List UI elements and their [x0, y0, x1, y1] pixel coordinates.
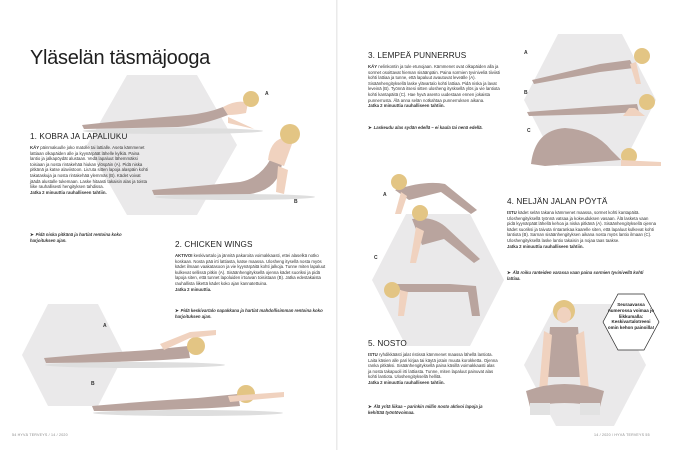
section-1-heading: 1. KOBRA JA LAPALIUKU: [30, 132, 128, 141]
arrow-right-icon: ➤: [30, 232, 34, 237]
chicken-wings-figure-b: [88, 368, 288, 418]
figure-label-a: A: [265, 91, 269, 97]
section-1-tip: [30, 232, 148, 243]
section-3-heading: 3. LEMPEÄ PUNNERRUS: [368, 51, 467, 60]
section-5-tip: [368, 404, 498, 415]
push-up-figure-b: [525, 80, 674, 120]
section-3-reps: Jatka 2 minuuttia rauhalliseen tahtiin.: [368, 103, 445, 109]
section-5-body: ryhdikkäästi jalat ristissä kämmenet maassa lähellä lantiota. Laita käsien alle pari kirjaa tai käytä jotain muuta korokketta. Ojenna ranka pitkäksi. Sisäänhengityksellä paina käsillä voimakkaasti alas ja nosta takapuoli irti lattiasta. Tunne, miten lapaluut painuvat alas kohti lantiota. Uloshengityksellä hellitä.: [368, 352, 498, 380]
section-2-tip: [175, 308, 325, 319]
section-2-heading: 2. CHICKEN WINGS: [175, 240, 253, 249]
chicken-wings-figure-a: [40, 320, 230, 370]
figure-label-b: B: [91, 381, 95, 387]
page-title: Yläselän täsmäjooga: [30, 47, 210, 69]
section-5-lead: ISTU: [368, 352, 378, 357]
figure-label-b: B: [294, 199, 298, 205]
figure-label-a: A: [524, 50, 528, 56]
section-4-body: kädet selän takana kämmenet maassa, sormet kohti kantapäitä. Uloshengityksellä työnnä vatsaa ja kokeuduksen vasaan. Älä lasketa vaan pidä kyynärpäät lähellä kehoa ja niska pitkänä (A). Sisäänhengityksellä ojenna kädet suoriksi ja taivuta rintarankaa kaarelle siten, että lapaluut kulkevat kohti lantiota (B). Sarnan sisäänhengityksen aikana nosta myös lantio ilmaan (C). Uloshengityksellä laske lantio takaisin ja nojaa taas taakse.: [507, 210, 657, 243]
footer-right: 14 / 2020 / HYVÄ TERVEYS 55: [594, 433, 650, 437]
section-4-tip-text: Älä roiku ranteiden varassa vaan paina sormien tyvinivellä kohti lattiaa.: [507, 270, 644, 281]
section-4-heading: 4. NELJÄN JALAN PÖYTÄ: [507, 197, 608, 206]
section-4-lead: ISTU: [507, 210, 517, 215]
figure-label-b: B: [524, 90, 528, 96]
section-3-lead: KÄY: [368, 64, 378, 69]
promo-badge-text: Seuraavassa numerossa voimaa jo liikkumalla: Keskivartalotreeni omin kehon painoilla!: [607, 302, 655, 331]
section-1-body: päinmakuulle joko matolle tai lattialle. Aseta kämmenet lattiaan olkapäiden alle ja kyynärpäät lähelle kylkiä. Paina lantio ja jalkapöydät alustaan. Vedä lapaluut lähemmäksi toisiaan ja nosta rintakehää hiukan ylöspäin (A). Pidä niska pitkänä ja katse alaviistoon. Liu'uta sitten lapoja alaspäin kohti takataskuja ja nosta rintakehää ylemmäs (B). Kädet voivat jäädä alustalle tukemaan. Laske hitaasti takaisin alas ja toista liike rauhallisesti hengityksen tahdissa.: [30, 145, 148, 190]
arrow-right-icon: ➤: [368, 404, 372, 409]
section-5-reps: Jatka 2 minuuttia rauhalliseen tahtiin.: [368, 379, 445, 385]
section-3-tip: [368, 125, 508, 131]
section-5-heading: 5. NOSTO: [368, 339, 407, 348]
section-3-text: [368, 64, 510, 109]
figure-label-c: C: [374, 255, 378, 261]
section-4-tip: [507, 270, 657, 281]
figure-label-a: A: [383, 192, 387, 198]
footer-left: 54 HYVÄ TERVEYS / 14 / 2020: [12, 433, 68, 437]
section-4-reps: Jatka 2 minuuttia rauhalliseen tahtiin.: [507, 243, 584, 249]
cobra-pose-figure-b: [150, 120, 320, 202]
section-3-body: nelinkontin ja tule etunojaan. Kämmenet ovat olkapäiden alla ja sormet osoittavat hieman sisäänpäin. Paina sormien tyviniveliä tiiviisti kohti lattiaa ja tunne, että lapaluut avautuvat leveälle (A). Sisäänhengityksellä laske ylävartalo kohti lattiaa. Pidä niska ja lavat leveinä (B). Työnnä itsesi sitten ulosheng itysksellä ylös ja vie lantiota kohti kantapäitä (C). Hae hyvä asento uudestaan ennen jokaista punnerrusta. Älä anna selän notkahtaa punnerruksen aikana.: [368, 64, 501, 103]
section-2-tip-text: Pidä keskivartalo napakkana ja hartiat mahdollisimman rentoina koko harjoituksen ajan.: [175, 308, 323, 319]
section-2-lead: AKTIVOI: [175, 253, 193, 258]
section-3-tip-text: Laskeudu alas sydän edellä – ei kaula tai nenä edellä.: [373, 125, 483, 130]
section-4-text: [507, 210, 657, 249]
table-pose-figure-c: [380, 260, 510, 320]
section-1-tip-text: Pidä niska pitkänä ja hartiat rentoina koko harjoituksen ajan.: [30, 232, 122, 243]
figure-label-a: A: [103, 323, 107, 329]
arrow-right-icon: ➤: [175, 308, 179, 313]
figure-label-c: C: [527, 128, 531, 134]
section-5-text: [368, 352, 498, 386]
section-1-lead: KÄY: [30, 145, 40, 150]
section-2-reps: Jatka 2 minuuttia.: [175, 286, 212, 292]
section-2-body: keskivartalo ja jännitä pakaroita voimakkaasti, ettei alaselkä notko koskaan. Nosta pää irti lattiasta, katse maassa. Ulosheng itysellä nosta myös kädet ilmaan vaakatasoon ja vie kyynärpäitä kohti jalkoja. Tunne miten lapaluut kulkevat sellissä pitkin (A). Sisäänhengityksellä ojenna kädet suoriksi ja pidä lapoja siten, että tunnet lapoluiden irtoavan toisistaan (B). Jatka edestakaista rauhallista liikettä kädet koko ajan kannatettuina.: [175, 253, 326, 286]
arrow-right-icon: ➤: [368, 125, 372, 130]
arrow-right-icon: ➤: [507, 270, 511, 275]
page-gutter: [336, 0, 338, 450]
section-1-reps: Jatka 2 minuuttia rauhalliseen tahtiin.: [30, 189, 107, 195]
section-1-text: [30, 145, 150, 195]
child-pose-figure-c: [525, 120, 665, 170]
section-2-text: [175, 253, 327, 292]
section-5-tip-text: Älä yritä liikaa – parinkin millin nosto aktivoi lapoja ja kehittää työntövoimaa.: [368, 404, 483, 415]
seated-lift-figure: [520, 295, 610, 430]
